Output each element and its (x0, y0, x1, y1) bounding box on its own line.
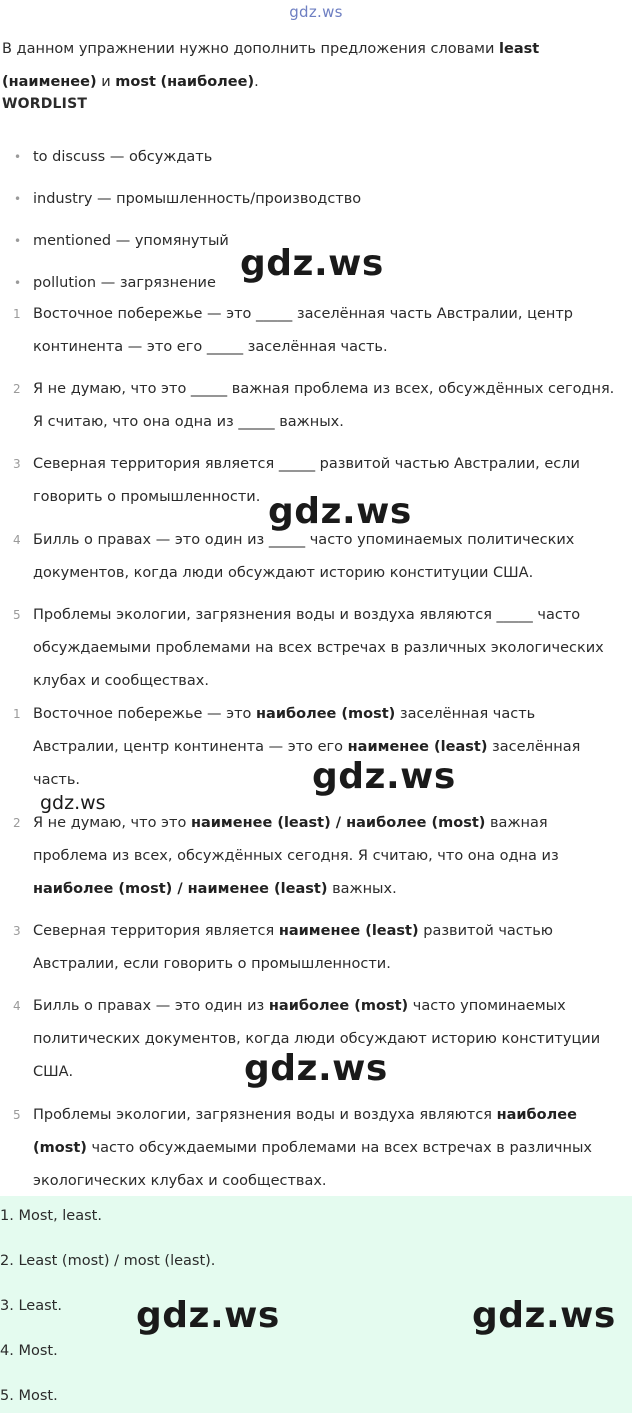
answer-line: 3. Least. (0, 1298, 62, 1314)
solution-number: 5 (13, 1108, 21, 1122)
solution-number: 1 (13, 707, 21, 721)
task-text: Проблемы экологии, загрязнения воды и воздуха являются _____ часто обсуждаемыми проблемами на всех встречах в различных экологических клубах и сообществах. (33, 607, 604, 689)
watermark: gdz.ws (240, 243, 384, 284)
task-text: Восточное побережье — это _____ заселённая часть Австралии, центр континента — это его _____ заселённая часть. (33, 306, 573, 355)
solution-number: 3 (13, 924, 21, 938)
wordlist-item: • to discuss — обсуждать (33, 147, 613, 167)
watermark: gdz.ws (268, 491, 412, 532)
watermark: gdz.ws (244, 1048, 388, 1089)
solution-item: 5 Проблемы экологии, загрязнения воды и воздуха являются наиболее (most) часто обсуждаемыми проблемами на всех встречах в различных экологических клубах и сообществах. (33, 1099, 623, 1198)
task-text: Билль о правах — это один из _____ часто упоминаемых политических документов, когда люди обсуждают историю конституции США. (33, 532, 575, 581)
solution-number: 2 (13, 816, 21, 830)
watermark: gdz.ws (472, 1295, 616, 1336)
answer-line: 4. Most. (0, 1343, 58, 1359)
intro-text: В данном упражнении нужно дополнить предложения словами least (наименее) и most (наиболее). (2, 41, 540, 90)
task-item (13, 298, 623, 364)
watermark: gdz.ws (312, 756, 456, 797)
task-text: Северная территория является _____ развитой частью Австралии, если говорить о промышленности. (33, 456, 580, 505)
solution-item: 4 Билль о правах — это один из наиболее (most) часто упоминаемых политических документов, когда люди обсуждают историю конституции США. (33, 990, 623, 1089)
answer-line: 2. Least (most) / most (least). (0, 1253, 216, 1269)
task-number: 3 (13, 457, 21, 471)
task-item (13, 599, 623, 698)
solution-item: 3 Северная территория является наименее (least) развитой частью Австралии, если говорить о промышленности. (33, 915, 623, 981)
wordlist-item: • mentioned — упомянутый (33, 231, 613, 251)
task-text: Я не думаю, что это _____ важная проблема из всех, обсуждённых сегодня. Я считаю, что она одна из _____ важных. (33, 381, 615, 430)
task-number: 5 (13, 608, 21, 622)
wordlist-item: • industry — промышленность/производство (33, 189, 613, 209)
task-item (13, 373, 623, 439)
answer-line: 1. Most, least. (0, 1208, 102, 1224)
task-number: 4 (13, 533, 21, 547)
watermark-small: gdz.ws (40, 792, 106, 814)
task-number: 1 (13, 307, 21, 321)
top-watermark: gdz.ws (289, 3, 343, 21)
task-number: 2 (13, 382, 21, 396)
solution-number: 4 (13, 999, 21, 1013)
answer-line: 5. Most. (0, 1388, 58, 1404)
wordlist-item: • pollution — загрязнение (33, 273, 613, 293)
solution-item: 2 Я не думаю, что это наименее (least) / наиболее (most) важная проблема из всех, обсуждённых сегодня. Я считаю, что она одна из наиболее (most) / наименее (least) важных. (33, 807, 623, 906)
watermark: gdz.ws (136, 1295, 280, 1336)
wordlist-heading: WORDLIST (2, 96, 88, 112)
task-item (13, 524, 623, 590)
solution-item: 1 Восточное побережье — это наиболее (most) заселённая часть Австралии, центр континента — это его наименее (least) заселённая часть. (33, 698, 623, 797)
